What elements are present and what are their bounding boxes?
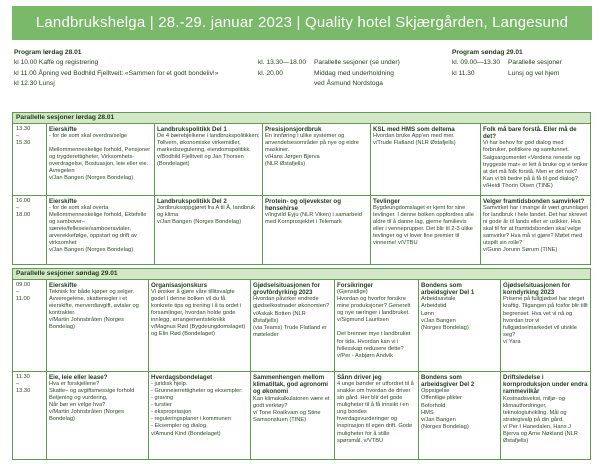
session-cell (149, 372, 251, 460)
session-title: Presisjonsjordbruk (265, 125, 322, 133)
program-time: kl. 20.00 (258, 69, 283, 77)
session-description: Bygdeungdomslaget er kjent for sine tevlinger. I denne bolken oppfordres alle aldre til å danne lag, gjerne familievis eller i venneprupper. Det blir til 2-3 ulike tevlinger og vi lover fine premier til vinnerne! v/VTBU (373, 204, 474, 247)
sessions-sunday-header: Parallelle sesjoner søndag 29.01 (13, 269, 591, 280)
program-row (258, 58, 400, 68)
session-description: De 4 bærebjelkene i landbrukspolitikken; Tollvern, økonomiske virkemidler, markedsregulering, eiendomspolitikk. v/Bodhild Fjelltveit og Jan Thorsen (Bondelaget) (157, 132, 260, 168)
session-title: Organisasjonskurs (151, 281, 208, 289)
program-time (258, 79, 314, 89)
session-title: KSL med HMS som deltema (373, 125, 455, 133)
program-text: Middag med underholdning (314, 69, 394, 77)
session-title: Hverdagsbondelaget (151, 373, 213, 381)
session-title: Velger framtidsbonden samvirket? (483, 197, 585, 205)
session-cell (481, 124, 591, 196)
session-title: Bondens som arbeidsgiver Del 1 (421, 281, 475, 296)
session-cell (335, 280, 419, 372)
session-description: Hvordan bruke App’en med mer. v/Trude Flatland (NLR Østafjells) (373, 132, 456, 146)
session-cell (47, 196, 155, 265)
sessions-sunday-table (12, 268, 591, 460)
session-description: - for de som skal overdra/selge Mellommenneskelige forhold, Pensjoner og trygderettigheter, Virksomhets-overdragelse, Bostuasjon, leie eller eie. Avregelen v/Jan Bangen (Norges Bondelag) (49, 132, 151, 182)
program-saturday-continued (258, 48, 400, 90)
session-cell (155, 196, 263, 265)
program-row (452, 58, 562, 68)
program-text: Parallelle sesjoner (se under) (314, 59, 400, 67)
session-description: (Gjensidige) Hvordan og hvorfor forsikre mine produksjoner? Generelt og nye ræringer i landbruket. v/Sigmund Lauritsen Det brenner mye i landbruket for tida. Hvordan kan vi i fellesskap redusere dette? v/Per - Asbjørn Andvik (337, 288, 411, 359)
session-title: Gjødselsituasjonen for korndyrking 2023 (503, 281, 571, 296)
program-time: kl. 13.30—18.00 (258, 59, 307, 67)
program-text: Parallelle sesjoner (508, 59, 562, 67)
sessions-saturday-header: Parallelle sesjoner lørdag 28.01 (13, 113, 591, 124)
session-time: 11.30 – 13.30 (13, 372, 47, 460)
session-cell (481, 196, 591, 265)
session-cell (47, 124, 155, 196)
session-cell (335, 372, 419, 460)
session-cell (501, 372, 591, 460)
session-cell (371, 124, 481, 196)
session-description: Kostnadsvekst, miljø- og klimautfordringer, teknologiutvikling. Mål og strategivalg på din gård. v/ Per I Hanedalen, Hans J Bjerva og Arne Nøkland (NLR Østafjells) (503, 395, 578, 445)
session-row (13, 372, 591, 460)
session-title: Eierskifte (49, 125, 77, 133)
session-title: Forsikringer (337, 281, 374, 289)
session-description: Teknisk for både kjøper og selger. Avveregelene, skattenegler i et eierskifte, merverdiavgift, avtaler og kontrakter. v/Martin Johnsbråten (Norges Bondelag) (49, 288, 139, 331)
session-title: Gjødselsituasjonen for grovfôrdyrking 2023 (253, 281, 321, 296)
session-title: Landbrukspolitikk Del 2 (157, 197, 227, 205)
session-description: Vi ønsker å gjøre våre tillitsvalgte gode! I denne bolken vil du få konkrete tips og trening i å ta ordet i forsamlinger, hvordan holde gode innlegg, arrangementsteknikk v/Magnus Rød (Bygdeungdomslaget) og Elin Rød (Bondelaget) (151, 288, 246, 338)
session-cell (155, 124, 263, 196)
sessions-saturday-table (12, 112, 591, 265)
session-title: Landbrukspolitikk Del 1 (157, 125, 227, 133)
session-cell (263, 124, 371, 196)
session-time: 16.00 – 18.00 (13, 196, 47, 265)
session-row (13, 196, 591, 265)
session-cell (501, 280, 591, 372)
session-cell (251, 372, 335, 460)
program-row (258, 79, 400, 89)
session-cell (263, 196, 371, 265)
session-description: 4 unge bønder er utfordret til å snakke om hvordan de driver sin gård. Her blir det gode muligheter til å få innsikt i en ung bondes hverdagsvurderinger og inspirasjon til egen drift. Gode muligheter for å stille spørsmål. v/VTBU (337, 380, 414, 444)
session-description: Oppsigelse Offentlige plikter Boforhold HMS v/Jan Bangen (Norges Bondelag) (421, 388, 469, 430)
event-title: Landbrukshelga | 28.-29. januar 2023 | Quality hotel Skjærgården, Langesund (35, 14, 569, 31)
session-description: Vi har behov for god dialog med forbruker, politikere og samfunnet. Salgsargumentet «Verdens reneste og tryggeste mat» er lett å bruke og vi tenker at det må folk forstå. Men er det nok? Kan vi bli bedre på å få til god dialog? v/Heidi Thorin Olsen (TINE) (483, 140, 588, 189)
session-title: Folk må bare forstå. Eller må de det? (483, 125, 577, 140)
program-sunday (452, 48, 562, 79)
session-title: Eierskifte (49, 197, 77, 205)
session-title: Driftsledelse i kornproduksjon under endra rammevilkår (503, 373, 588, 396)
session-description: Samvirket har i mange år vært grunnlaget for landbruk i hele landet. Det har skrevet ni gode år til lands eller er usikker. Hva skal til for at framtidsbonden skal velge samvirke? Hva må vi gjøre? Møtet med utspilt sin rolle? v/Gunn Jorunn Sørum (TINE) (483, 204, 588, 254)
session-title: Protein- og oljevekster og hønsehirse (265, 197, 341, 212)
session-description: v/Ingvild Eyju (NLR Viken) i samarbeid med Kornprosjektet i Telemark (265, 212, 362, 226)
program-line: kl 12.30 Lunsj (14, 80, 55, 88)
program-saturday-heading: Program lørdag 28.01 (14, 49, 82, 56)
program-sunday-heading: Program søndag 29.01 (452, 49, 523, 56)
session-description: Hvordan påvirker endrede gjødselkostnader økonomien? v/Askak Botten (NLR Østafjells) (via Teams) Trude Flatland er møteleder (253, 296, 330, 338)
session-description: Jordbruksoppgjøret fra A til Å, landbruk og klima v/Jan Bangen (Norges Bondelag) (157, 204, 255, 226)
event-banner (12, 6, 592, 40)
session-cell (419, 280, 501, 372)
session-cell (47, 280, 149, 372)
session-title: Bondens som arbeidsgiver Del 2 (421, 373, 475, 388)
session-title: Sammenhengen mellom klimatiltak, god agronomi og økonomi (253, 373, 328, 396)
session-cell (251, 280, 335, 372)
session-cell (419, 372, 501, 460)
session-row (13, 280, 591, 372)
session-row (13, 124, 591, 196)
session-description: Hva er forskjellene? Skatte– og avgiftsmessige forhold Betjening og vurdering, Når bør en velge hva? v/Martin Johnsbråten (Norges Bondelag) (49, 380, 135, 423)
program-line: kl 11.00 Åpning ved Bodhild Fjelltveit: «Sammen for et godt bondeliv!» (14, 69, 219, 77)
session-description: Prisene på fullgjødsel har steget kraftig. Tilgangen på fosfor blir tillt begrenset. Hva vet vi nå og hvordan tror vi fullgjødselmarkedet vil utvikle seg? v/ Yara (503, 296, 588, 345)
session-description: Kan klimakalkulatoren være et godt verktøy? v/ Tone Roalkvam og Stine Samsonstuen (TINE) (253, 395, 330, 423)
session-description: - for de som skal overta Mellommenneskelige forhold, Ektefelle og sambover– særeie/felleseie/samboeravtaler, arverekkefølge, oppstart og drift av virksomhet v/Jan Bangen (Norges Bondelag) (49, 204, 147, 254)
program-time: kl. 09.00—13.30 (452, 59, 501, 67)
program-saturday (14, 48, 218, 90)
session-cell (149, 280, 251, 372)
session-description: - juridisk hjelp. - Grunneierrettigheter og eksempler: - graving - turstier - ekspropriasjon - reguleringsplaner i kommunen - Eksempler og dialog v/Amund Kind (Bondelaget) (151, 380, 243, 437)
program-line: kl 10.00 Kaffe og registrering (14, 59, 99, 67)
session-cell (47, 372, 149, 460)
program-text: Lunsj og vel hjem (508, 69, 560, 77)
session-time: 13.30 – 15.30 (13, 124, 47, 196)
program-time: kl 11.30 (452, 69, 475, 77)
session-title: Sånn driver jeg (337, 373, 382, 381)
program-text: ved Åsmund Nordstoga (314, 80, 383, 88)
session-title: Eie, leie eller lease? (49, 373, 108, 381)
session-title: Eierskifte (49, 281, 77, 289)
session-title: Tevlinger (373, 197, 401, 205)
program-row (258, 69, 400, 79)
session-cell (371, 196, 481, 265)
program-row (452, 69, 562, 79)
session-description: Arbeidsavtale Arbeidstid Lønn v/Jan Bangen (Norges Bondelag) (421, 296, 469, 331)
session-time: 09.00 – 11.00 (13, 280, 47, 372)
session-description: En innføring i ulike systemer og anvendelsesområder på nye og eldre maskiner. v/Hans Jørgen Bjerva (NLR Østafjells) (265, 132, 359, 168)
